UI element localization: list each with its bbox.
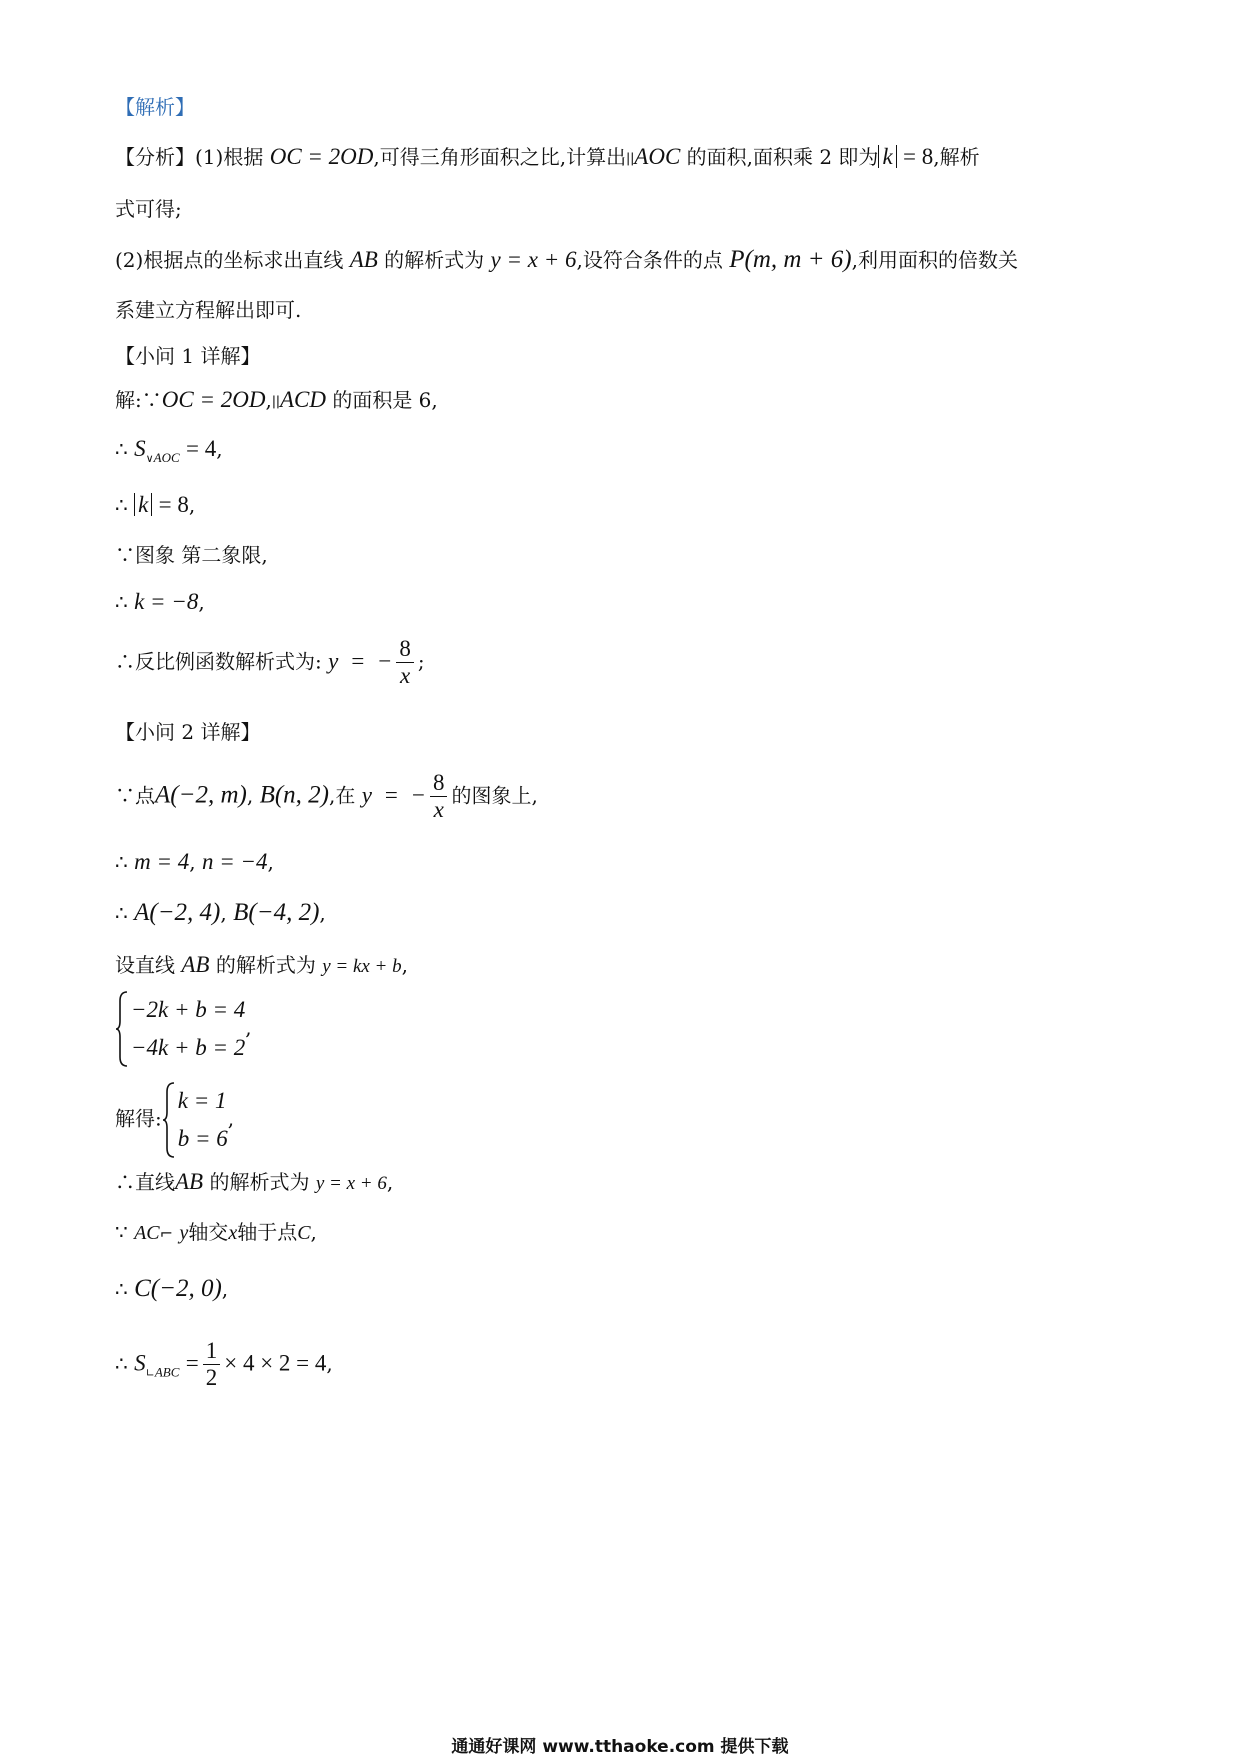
- q2-text: 的解析式为: [215, 953, 316, 977]
- left-brace-icon: [162, 1082, 176, 1158]
- math-ab: AB: [175, 1169, 204, 1194]
- math-n-eq: n = −4: [201, 849, 268, 874]
- math-k-eq: k = −8: [134, 589, 199, 614]
- equation-system: [115, 991, 245, 1067]
- math-eq-8: = 8: [158, 492, 189, 517]
- triangle-symbol: ∨: [145, 452, 154, 465]
- q2-text: 设直线: [115, 953, 175, 977]
- analysis-text: ,利用面积的倍数关: [851, 248, 1018, 272]
- analysis-line-2: 式可得;: [115, 197, 182, 221]
- math-x: x: [228, 1222, 238, 1244]
- analysis-line-4: 系建立方程解出即可.: [115, 298, 302, 322]
- analysis-tag: 【分析】: [115, 145, 195, 169]
- fraction-1-over-2: [203, 1338, 221, 1392]
- q2-line-4: [115, 953, 408, 976]
- system-equation-2: b = 6: [177, 1126, 228, 1151]
- math-point-c: C: [297, 1222, 311, 1244]
- q2-text: ,在: [329, 783, 356, 808]
- q2-text: ,: [326, 1351, 333, 1376]
- math-point-c: C(−2, 0): [134, 1275, 222, 1302]
- math-subscript-aoc: AOC: [153, 450, 180, 465]
- math-point-a: A(−2, m): [155, 781, 247, 809]
- therefore-symbol: ∴: [115, 901, 128, 925]
- because-symbol: ∵: [115, 1220, 128, 1244]
- q2-text: 轴交: [188, 1220, 229, 1244]
- q1-text: ∴反比例函数解析式为:: [115, 649, 322, 674]
- q2-text: ,: [245, 1015, 252, 1040]
- q1-line-5: [115, 590, 205, 613]
- math-line-eq: y = x + 6: [490, 247, 577, 272]
- analysis-text: ,可得三角形面积之比,计算出: [373, 145, 627, 169]
- system-equation-2: −4k + b = 2: [131, 1035, 246, 1060]
- therefore-symbol: ∴: [115, 590, 128, 614]
- math-ab: AB: [349, 247, 378, 272]
- math-subscript-abc: ABC: [154, 1364, 180, 1380]
- q2-line-10: [115, 1338, 333, 1392]
- q1-line-3: [115, 493, 195, 516]
- math-oc-2od: OC = 2OD: [161, 387, 266, 412]
- q2-text: 的图象上,: [451, 783, 538, 808]
- q1-text: ,: [216, 437, 223, 461]
- q2-text: ,: [401, 953, 408, 977]
- q2-text: ,: [267, 850, 274, 874]
- q2-line-3: [115, 900, 326, 925]
- fraction-numerator: 8: [396, 636, 414, 663]
- q2-line-8: [115, 1222, 317, 1243]
- math-equals: =: [185, 1350, 199, 1376]
- q2-text: ,: [246, 783, 254, 808]
- q2-text: ∴直线: [115, 1170, 175, 1194]
- q2-system-1: [115, 991, 252, 1067]
- math-line-general: y = kx + b: [322, 956, 402, 977]
- fraction-denominator: 2: [205, 1365, 218, 1391]
- therefore-symbol: ∴: [115, 493, 128, 517]
- q2-text: 解得:: [115, 1106, 162, 1131]
- q2-text: ,: [310, 1220, 317, 1244]
- analysis-text: (2)根据点的坐标求出直线: [115, 248, 344, 272]
- therefore-symbol: ∴: [115, 1351, 128, 1376]
- analysis-text: 的面积,面积乘 2 即为: [686, 145, 879, 169]
- math-y-eq: y = −: [361, 782, 426, 808]
- left-brace-icon: [115, 991, 129, 1067]
- equation-system: [162, 1082, 228, 1158]
- q1-line-1: 解:∵OC = 2OD,∣∣ACD 的面积是 6,: [115, 387, 438, 412]
- math-point-b: B(−4, 2): [233, 899, 320, 926]
- fraction-8-over-x: [430, 770, 448, 824]
- q2-heading: 【小问 2 详解】: [115, 720, 261, 744]
- q1-text: ,: [198, 590, 205, 614]
- q1-line-6: [115, 636, 425, 690]
- analysis-text: ,设符合条件的点: [576, 248, 723, 272]
- math-abs-k: k: [878, 145, 896, 168]
- analysis-line-1: 【分析】(1)根据 OC = 2OD,可得三角形面积之比,计算出∣∣AOC 的面积,面积乘 2 即为 k = 8,解析: [115, 144, 980, 169]
- q2-text: ,: [189, 850, 196, 874]
- therefore-symbol: ∴: [115, 850, 128, 874]
- math-ac: AC: [134, 1222, 160, 1244]
- triangle-symbol: ∟: [145, 1366, 155, 1380]
- q1-text: ;: [417, 649, 425, 674]
- q1-line-4: ∵图象 第二象限,: [115, 543, 268, 567]
- q2-text: ∵点: [115, 783, 155, 808]
- fraction-numerator: 1: [203, 1338, 221, 1365]
- math-triangle-acd: ACD: [279, 387, 326, 412]
- therefore-symbol: ∴: [115, 1277, 128, 1301]
- q2-text: ,: [319, 901, 326, 925]
- math-y: y: [179, 1222, 189, 1244]
- fraction-numerator: 8: [430, 770, 448, 797]
- math-eq-4: = 4: [186, 436, 217, 461]
- math-ab: AB: [181, 952, 210, 977]
- q1-line-2: [115, 437, 223, 464]
- q2-text: ,: [220, 901, 227, 925]
- q1-text: ,: [188, 493, 196, 517]
- fraction-denominator: x: [400, 663, 411, 689]
- q1-text: 解:∵: [115, 388, 162, 412]
- analysis-text: (1)根据: [195, 145, 264, 169]
- math-y-eq: y = −: [328, 648, 393, 674]
- math-s: S: [134, 1350, 146, 1376]
- q1-heading: 【小问 1 详解】: [115, 344, 261, 368]
- analysis-text: 的解析式为: [384, 248, 485, 272]
- perpendicular-icon: ⌐: [159, 1224, 174, 1243]
- q2-line-7: [115, 1170, 393, 1193]
- q2-text: ,: [386, 1170, 394, 1194]
- q2-line-2: [115, 850, 274, 873]
- math-product: × 4 × 2 = 4: [224, 1350, 327, 1376]
- math-point-a: A(−2, 4): [134, 899, 221, 926]
- system-equation-1: k = 1: [177, 1088, 227, 1113]
- math-point-b: B(n, 2): [259, 781, 329, 809]
- analysis-line-3: [115, 247, 1018, 272]
- q2-line-1: [115, 770, 538, 824]
- system-equation-1: −2k + b = 4: [131, 997, 246, 1022]
- math-line-eq: y = x + 6: [315, 1173, 387, 1194]
- analysis-text: ,解析: [933, 145, 980, 169]
- math-eq-8: = 8: [903, 144, 934, 169]
- q1-text: 的面积是 6,: [332, 388, 438, 412]
- q2-line-9: [115, 1276, 228, 1301]
- math-point-p: P(m, m + 6): [729, 246, 852, 273]
- math-s: S: [134, 436, 146, 461]
- page-footer: 通通好课网 www.tthaoke.com 提供下载: [451, 1737, 789, 1757]
- therefore-symbol: ∴: [115, 437, 128, 461]
- math-abs-k: k: [134, 493, 152, 516]
- math-oc-2od: OC = 2OD: [269, 144, 374, 169]
- q2-text: 的解析式为: [209, 1170, 310, 1194]
- math-m-eq: m = 4: [134, 849, 190, 874]
- q2-system-2: [115, 1082, 234, 1158]
- q2-text: 轴于点: [237, 1220, 298, 1244]
- math-triangle-aoc: AOC: [634, 144, 681, 169]
- fraction-denominator: x: [433, 797, 444, 823]
- q1-text: ,: [265, 388, 272, 412]
- fraction-8-over-x: [396, 636, 414, 690]
- q2-text: ,: [227, 1106, 235, 1131]
- jiexi-heading: 【解析】: [115, 95, 195, 119]
- q2-text: ,: [221, 1277, 229, 1301]
